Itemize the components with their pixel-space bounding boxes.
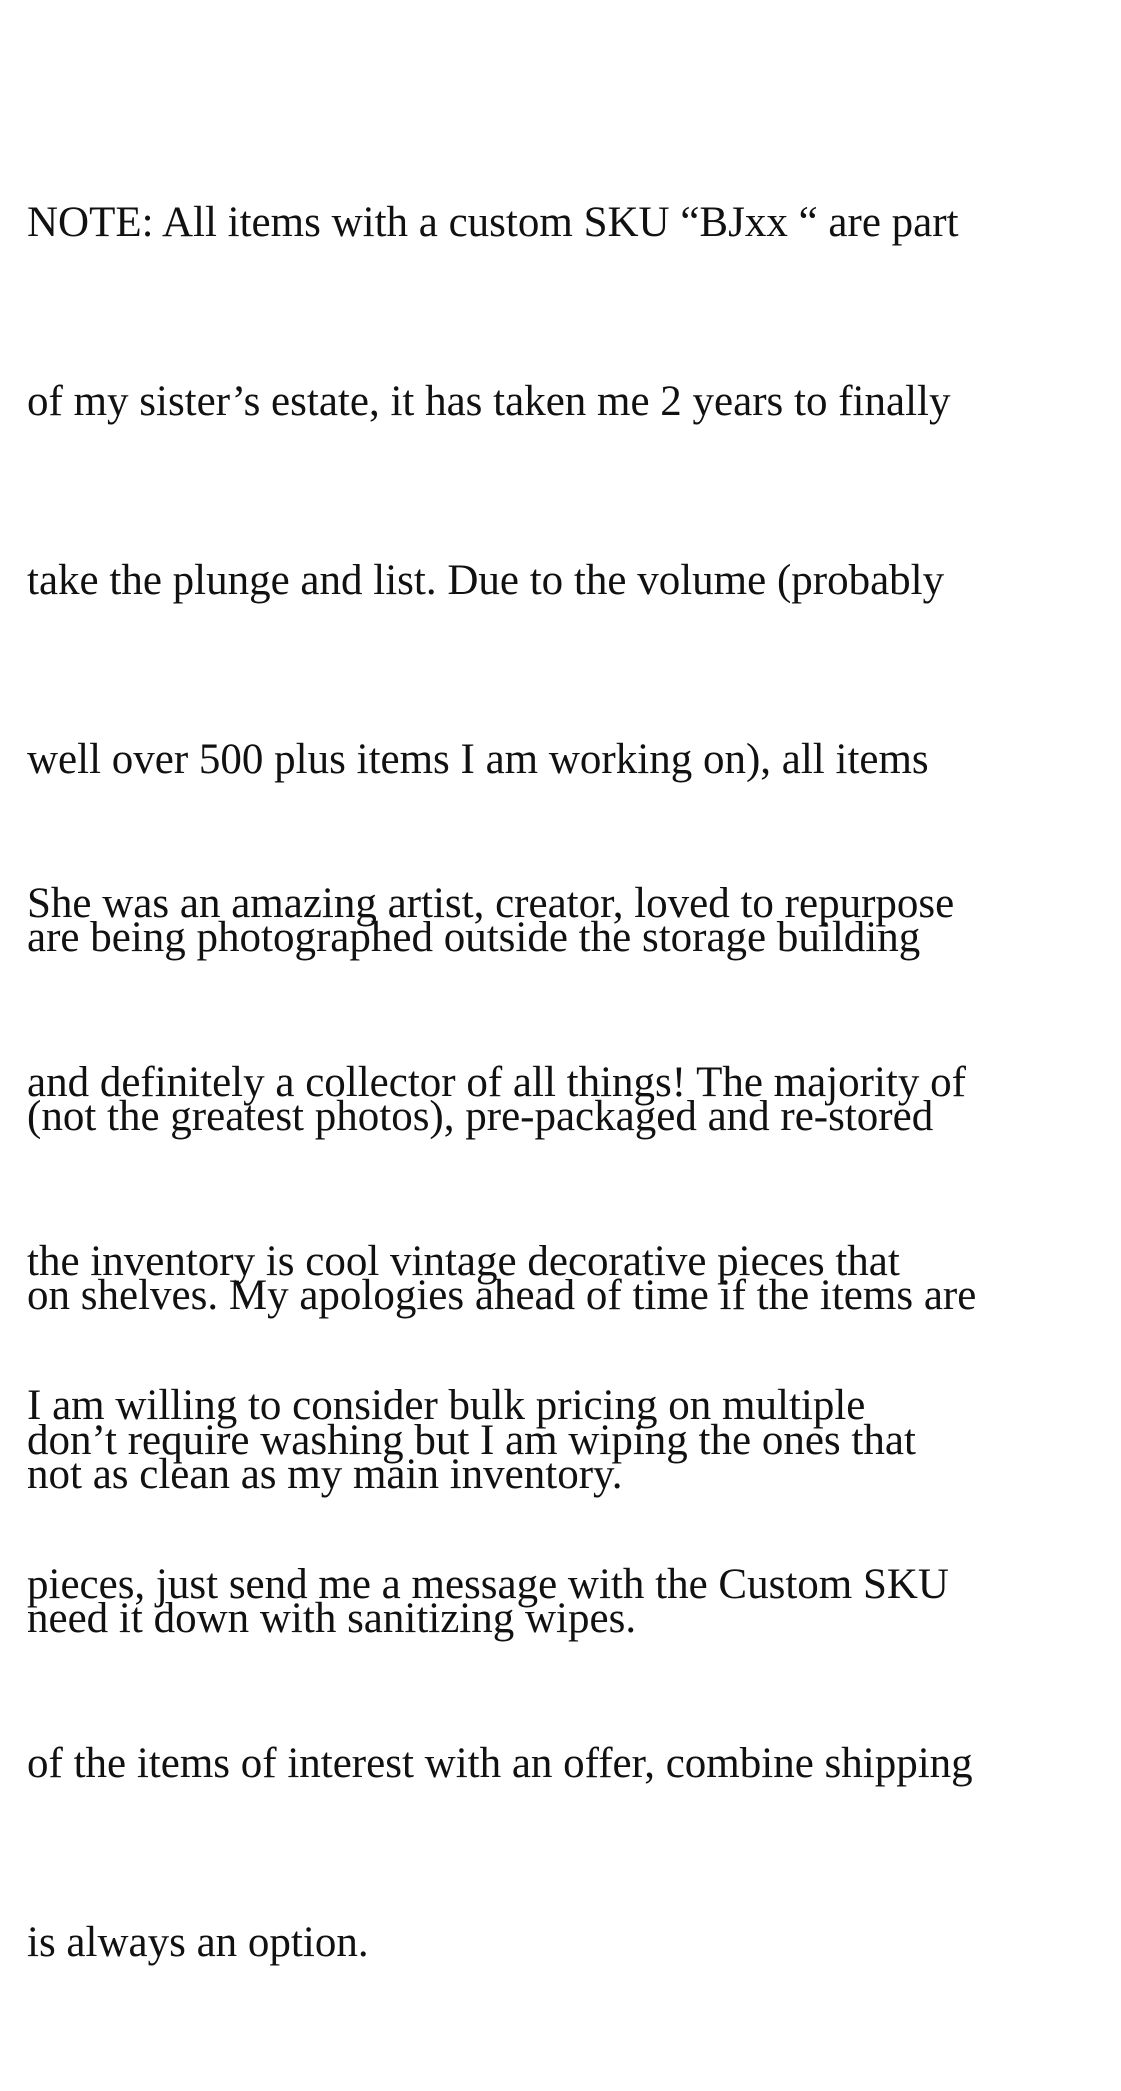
text-line: take the plunge and list. Due to the volume (probably xyxy=(27,556,945,604)
text-line: and definitely a collector of all things! The majority of xyxy=(27,1058,966,1106)
text-line: not as clean as my main inventory. xyxy=(27,1450,623,1498)
text-line: I am willing to consider bulk pricing on multiple xyxy=(27,1382,866,1430)
text-line: well over 500 plus items I am working on), all items xyxy=(27,735,929,783)
text-line: pieces, just send me a message with the Custom SKU xyxy=(27,1560,949,1608)
text-line: of the items of interest with an offer, combine shipping xyxy=(27,1739,973,1787)
text-line: NOTE: All items with a custom SKU “BJxx “ are part xyxy=(27,199,959,247)
paragraph-bulk-pricing xyxy=(27,1257,973,2091)
text-line: need it down with sanitizing wipes. xyxy=(27,1595,637,1643)
text-line: is always an option. xyxy=(27,1918,369,1966)
text-line: of my sister’s estate, it has taken me 2 years to finally xyxy=(27,377,951,425)
text-line: (not the greatest photos), pre-packaged and re-stored xyxy=(27,1093,934,1141)
text-line: the inventory is cool vintage decorative pieces that xyxy=(27,1237,900,1285)
text-line: She was an amazing artist, creator, loved to repurpose xyxy=(27,880,955,928)
text-line: on shelves. My apologies ahead of time if the items are xyxy=(27,1271,977,1319)
text-line: don’t require washing but I am wiping the ones that xyxy=(27,1416,916,1464)
text-line: are being photographed outside the storage building xyxy=(27,914,921,962)
